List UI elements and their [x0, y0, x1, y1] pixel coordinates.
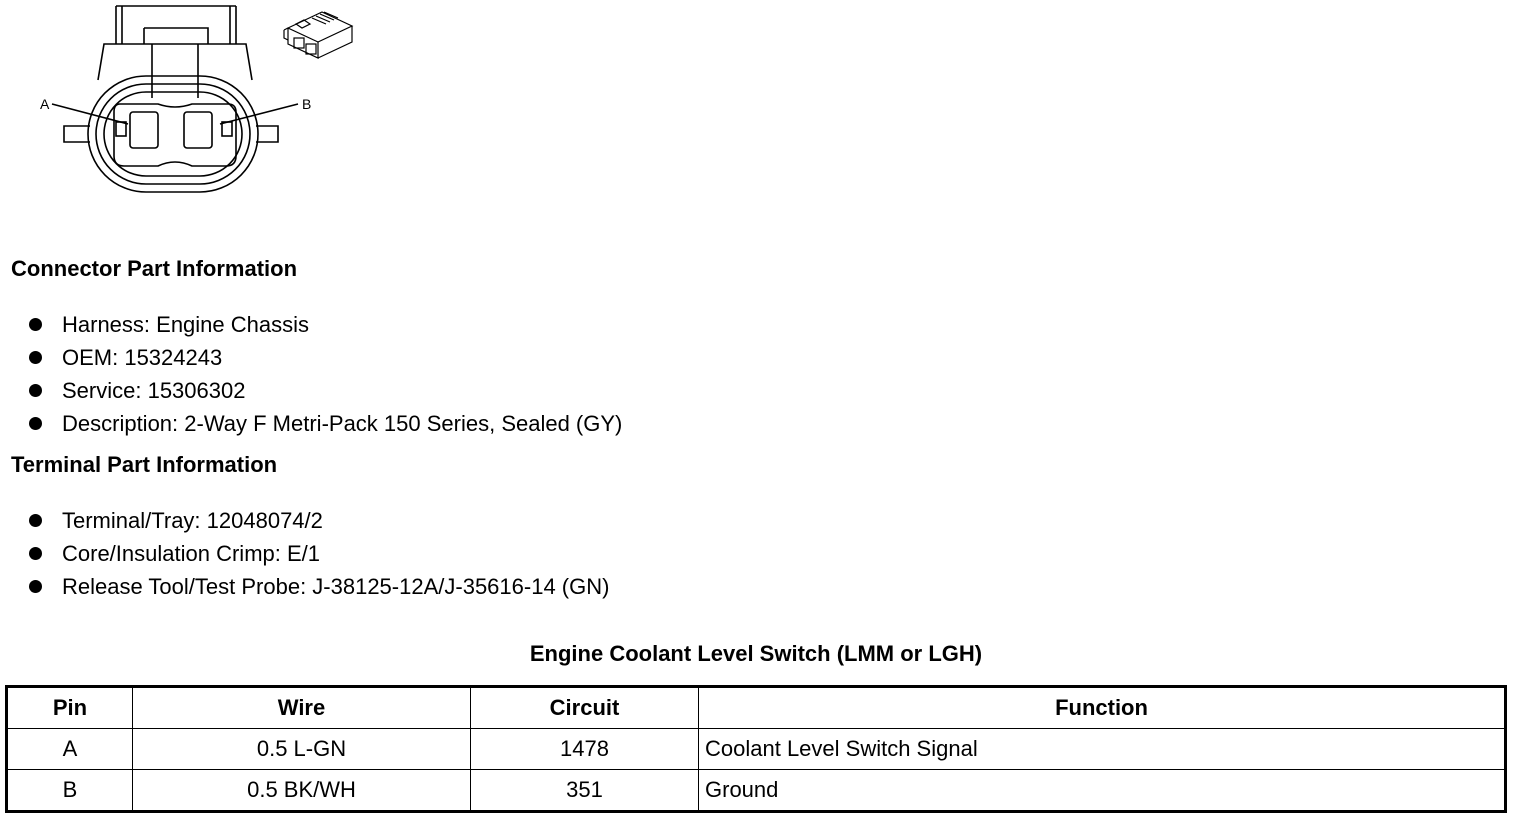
header-circuit: Circuit — [471, 687, 699, 729]
list-item: Release Tool/Test Probe: J-38125-12A/J-35616-14 (GN) — [28, 570, 609, 603]
pin-label-a: A — [40, 96, 50, 112]
header-wire: Wire — [133, 687, 471, 729]
bullet-icon — [29, 417, 42, 430]
bullet-icon — [29, 318, 42, 331]
cell-function: Ground — [699, 770, 1506, 812]
cell-wire: 0.5 BK/WH — [133, 770, 471, 812]
pin-label-b: B — [302, 96, 312, 112]
bullet-icon — [29, 547, 42, 560]
cell-circuit: 1478 — [471, 729, 699, 770]
connector-info-list — [28, 308, 622, 440]
bullet-icon — [29, 514, 42, 527]
list-item: Service: 15306302 — [28, 374, 622, 407]
terminal-info-heading: Terminal Part Information — [11, 452, 278, 477]
list-item: Harness: Engine Chassis — [28, 308, 622, 341]
bullet-icon — [29, 384, 42, 397]
table-row — [7, 770, 1506, 812]
header-pin: Pin — [7, 687, 133, 729]
header-function: Function — [699, 687, 1506, 729]
connector-info-heading: Connector Part Information — [11, 256, 298, 281]
connector-face-diagram — [30, 0, 320, 205]
bullet-icon — [29, 580, 42, 593]
cell-wire: 0.5 L-GN — [133, 729, 471, 770]
list-item: Terminal/Tray: 12048074/2 — [28, 504, 609, 537]
pinout-table — [5, 685, 1507, 813]
list-item: OEM: 15324243 — [28, 341, 622, 374]
list-item: Core/Insulation Crimp: E/1 — [28, 537, 609, 570]
table-row — [7, 729, 1506, 770]
cell-circuit: 351 — [471, 770, 699, 812]
cell-pin: A — [7, 729, 133, 770]
table-title: Engine Coolant Level Switch (LMM or LGH) — [529, 641, 983, 666]
list-item: Description: 2-Way F Metri-Pack 150 Series, Sealed (GY) — [28, 407, 622, 440]
table-header-row — [7, 687, 1506, 729]
cell-pin: B — [7, 770, 133, 812]
cell-function: Coolant Level Switch Signal — [699, 729, 1506, 770]
connector-thumbnail — [282, 8, 358, 62]
terminal-info-list — [28, 504, 609, 603]
bullet-icon — [29, 351, 42, 364]
